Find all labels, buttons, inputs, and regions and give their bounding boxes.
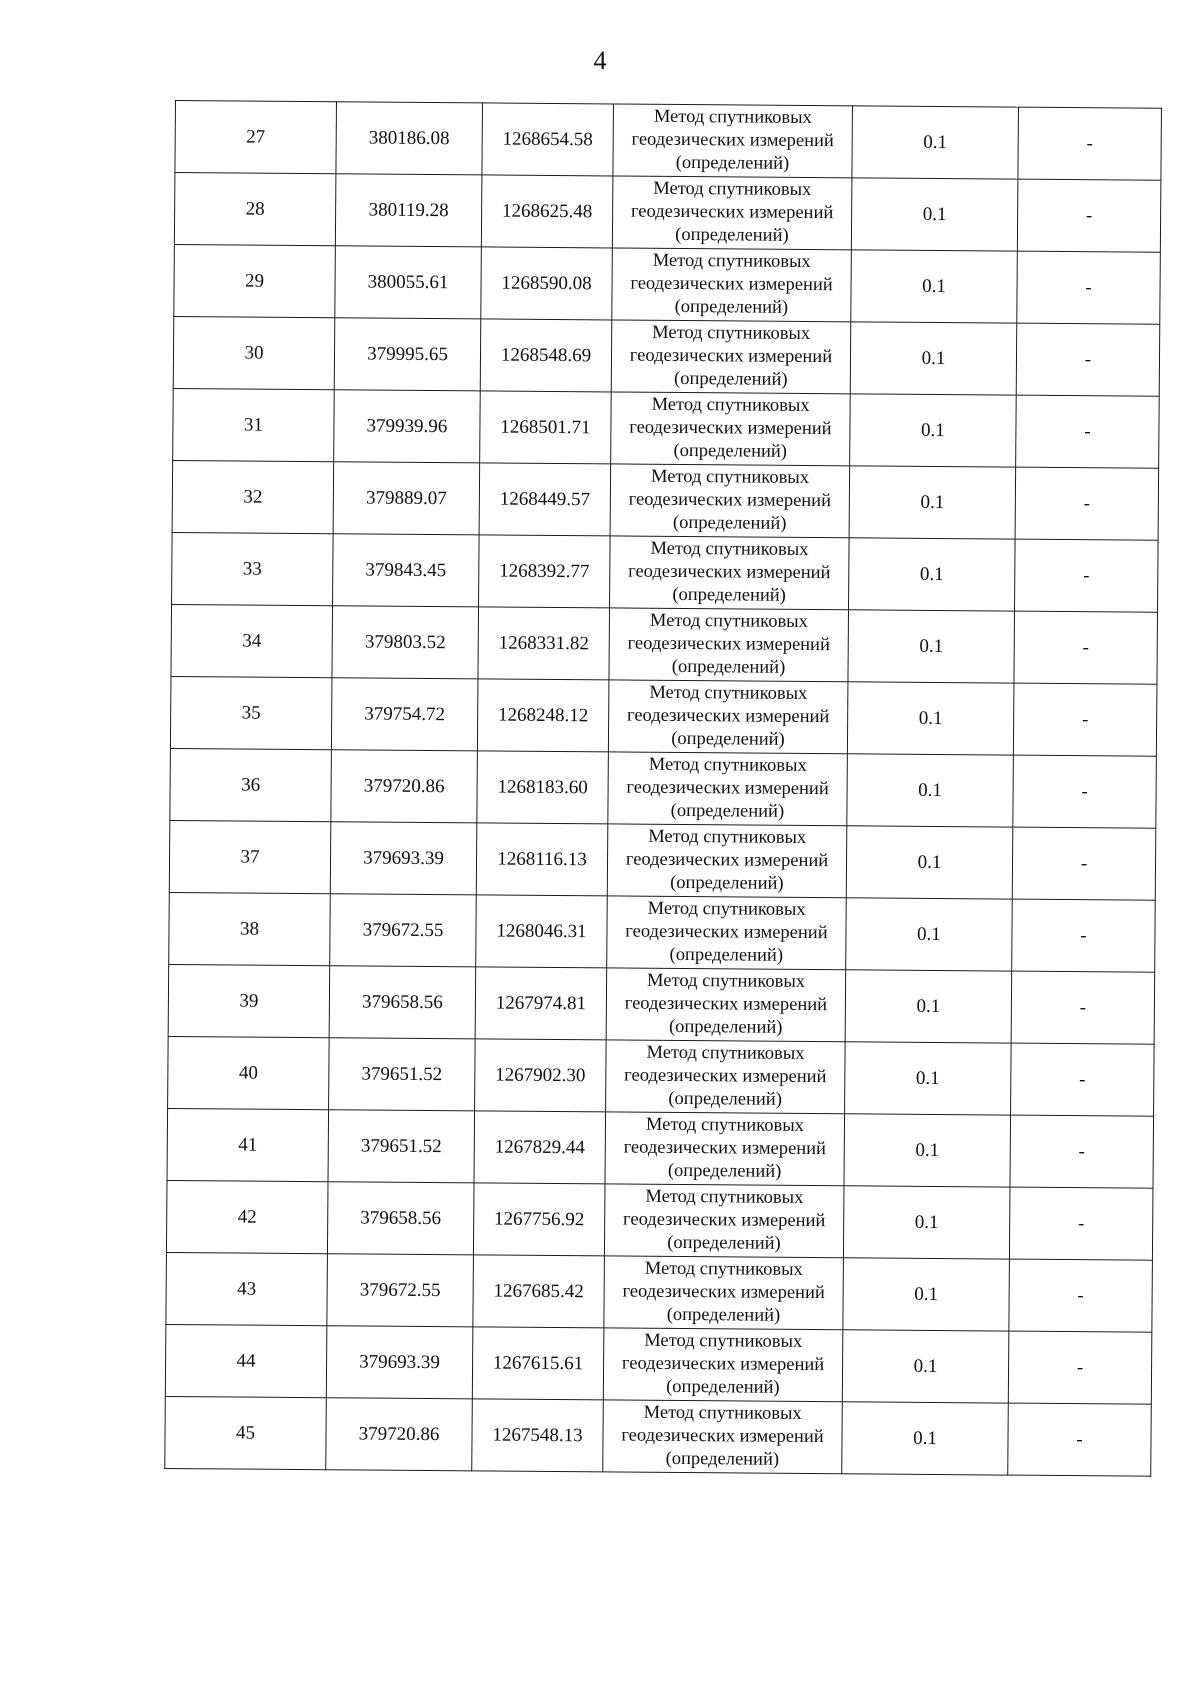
accuracy-cell: 0.1 (842, 1402, 1009, 1475)
y-coordinate-cell: 1268501.71 (480, 391, 612, 464)
method-text-line: (определений) (671, 728, 785, 750)
table-row (174, 244, 1161, 324)
table-row (167, 1108, 1154, 1188)
method-cell (604, 1184, 844, 1258)
accuracy-cell: 0.1 (849, 466, 1016, 539)
method-cell (611, 320, 851, 394)
x-coordinate-cell: 379720.86 (331, 750, 478, 823)
method-text-line: геодезических измерений (631, 129, 834, 152)
point-number-cell: 33 (172, 532, 334, 605)
method-text-line: (определений) (667, 1160, 782, 1182)
note-cell: - (1008, 1331, 1152, 1404)
accuracy-cell: 0.1 (851, 178, 1018, 251)
method-text-line: Метод спутниковых (652, 322, 811, 344)
x-coordinate-cell: 380119.28 (335, 174, 482, 247)
y-coordinate-cell: 1267756.92 (473, 1183, 605, 1256)
x-coordinate-cell: 379693.39 (330, 822, 477, 895)
method-text-line: геодезических измерений (629, 417, 832, 440)
method-cell (606, 1040, 846, 1114)
accuracy-cell: 0.1 (849, 538, 1016, 611)
point-number-cell: 32 (172, 460, 334, 533)
point-number-cell: 45 (165, 1396, 327, 1469)
method-text-line: геодезических измерений (625, 849, 829, 872)
point-number-cell: 35 (170, 676, 332, 749)
note-cell: - (1013, 755, 1157, 828)
method-cell (603, 1400, 843, 1474)
point-number-cell: 31 (173, 388, 335, 461)
x-coordinate-cell: 379658.56 (327, 1182, 474, 1255)
y-coordinate-cell: 1268590.08 (481, 247, 613, 320)
method-text-line: Метод спутниковых (651, 394, 810, 416)
note-cell: - (1012, 827, 1156, 900)
method-text-line: (определений) (675, 152, 790, 174)
point-number-cell: 38 (169, 892, 331, 965)
y-coordinate-cell: 1268183.60 (477, 751, 609, 824)
y-coordinate-cell: 1267829.44 (474, 1111, 606, 1184)
note-cell: - (1015, 467, 1159, 540)
method-cell (613, 104, 853, 178)
method-text-line: (определений) (672, 512, 787, 534)
y-coordinate-cell: 1268248.12 (477, 679, 609, 752)
y-coordinate-cell: 1268625.48 (481, 175, 613, 248)
method-text-line: (определений) (666, 1304, 781, 1326)
note-cell: - (1018, 107, 1162, 180)
table-row (174, 173, 1161, 253)
method-text-line: (определений) (673, 440, 788, 462)
x-coordinate-cell: 379843.45 (333, 534, 480, 607)
accuracy-cell: 0.1 (852, 106, 1019, 179)
y-coordinate-cell: 1267615.61 (472, 1327, 604, 1400)
method-text-line: Метод спутниковых (643, 1402, 802, 1424)
x-coordinate-cell: 379651.52 (329, 1038, 476, 1111)
point-number-cell: 37 (169, 820, 331, 893)
method-cell (612, 176, 852, 250)
table-row (173, 316, 1160, 396)
table-row (173, 388, 1160, 468)
point-number-cell: 28 (174, 173, 336, 246)
point-number-cell: 36 (170, 748, 332, 821)
note-cell: - (1016, 395, 1160, 468)
accuracy-cell: 0.1 (843, 1258, 1010, 1331)
x-coordinate-cell: 379658.56 (329, 966, 476, 1039)
y-coordinate-cell: 1268046.31 (476, 895, 608, 968)
note-cell: - (1016, 323, 1160, 396)
note-cell: - (1008, 1403, 1152, 1476)
coordinates-table (164, 100, 1162, 1477)
method-cell (604, 1256, 844, 1330)
x-coordinate-cell: 379651.52 (328, 1110, 475, 1183)
page-number: 4 (593, 46, 607, 75)
note-cell: - (1015, 539, 1159, 612)
table-row (172, 532, 1159, 612)
point-number-cell: 41 (167, 1108, 329, 1181)
point-number-cell: 27 (175, 101, 337, 174)
method-cell (607, 824, 847, 898)
accuracy-cell: 0.1 (847, 754, 1014, 827)
note-cell: - (1013, 683, 1157, 756)
accuracy-cell: 0.1 (851, 250, 1018, 323)
accuracy-cell: 0.1 (850, 394, 1017, 467)
note-cell: - (1011, 1043, 1155, 1116)
method-text-line: (определений) (674, 296, 789, 318)
table-row (166, 1252, 1153, 1332)
x-coordinate-cell: 380055.61 (335, 246, 482, 319)
method-text-line: геодезических измерений (624, 1065, 827, 1088)
method-text-line: (определений) (670, 872, 784, 894)
x-coordinate-cell: 379720.86 (326, 1398, 473, 1471)
method-text-line: (определений) (668, 1088, 782, 1110)
method-text-line: Метод спутниковых (645, 1186, 804, 1208)
table-row (166, 1180, 1153, 1260)
point-number-cell: 44 (165, 1324, 327, 1397)
method-text-line: Метод спутниковых (650, 466, 810, 488)
note-cell: - (1017, 251, 1161, 324)
y-coordinate-cell: 1268449.57 (479, 463, 611, 536)
x-coordinate-cell: 379889.07 (333, 462, 480, 535)
method-text-line: геодезических измерений (630, 201, 834, 224)
method-text-line: геодезических измерений (622, 1281, 825, 1304)
table-row (165, 1324, 1152, 1404)
accuracy-cell: 0.1 (850, 322, 1017, 395)
point-number-cell: 42 (166, 1180, 328, 1253)
method-cell (603, 1328, 843, 1402)
method-text-line: геодезических измерений (623, 1137, 827, 1160)
method-text-line: геодезических измерений (625, 921, 828, 944)
point-number-cell: 30 (173, 316, 335, 389)
x-coordinate-cell: 380186.08 (336, 102, 483, 175)
accuracy-cell: 0.1 (848, 610, 1015, 683)
method-cell (608, 680, 848, 754)
method-text-line: Метод спутниковых (647, 898, 806, 920)
table-row (168, 964, 1155, 1044)
method-cell (610, 536, 850, 610)
method-text-line: (определений) (668, 1016, 783, 1038)
point-number-cell: 43 (166, 1252, 328, 1325)
y-coordinate-cell: 1268392.77 (479, 535, 611, 608)
method-text-line: геодезических измерений (626, 777, 829, 800)
note-cell: - (1009, 1259, 1153, 1332)
x-coordinate-cell: 379995.65 (334, 318, 481, 391)
y-coordinate-cell: 1268116.13 (476, 823, 608, 896)
method-text-line: Метод спутниковых (647, 970, 806, 992)
note-cell: - (1012, 899, 1156, 972)
method-text-line: геодезических измерений (628, 489, 832, 512)
method-text-line: Метод спутниковых (644, 1258, 803, 1280)
method-text-line: (определений) (672, 584, 786, 606)
x-coordinate-cell: 379754.72 (331, 678, 478, 751)
x-coordinate-cell: 379803.52 (332, 606, 479, 679)
method-text-line: геодезических измерений (622, 1209, 826, 1232)
method-text-line: (определений) (669, 944, 784, 966)
method-text-line: Метод спутниковых (648, 826, 807, 848)
note-cell: - (1014, 611, 1158, 684)
note-cell: - (1017, 179, 1161, 252)
method-text-line: Метод спутниковых (653, 106, 812, 129)
accuracy-cell: 0.1 (844, 1114, 1011, 1187)
method-text-line: (определений) (667, 1232, 781, 1254)
method-text-line: Метод спутниковых (652, 250, 811, 272)
point-number-cell: 39 (168, 964, 330, 1037)
method-cell (608, 752, 848, 826)
accuracy-cell: 0.1 (847, 682, 1014, 755)
table-row (168, 1036, 1155, 1116)
note-cell: - (1010, 1115, 1154, 1188)
method-text-line: геодезических измерений (624, 993, 828, 1016)
table-row (172, 460, 1159, 540)
method-cell (606, 968, 846, 1042)
method-text-line: Метод спутниковых (649, 682, 808, 704)
accuracy-cell: 0.1 (845, 1042, 1012, 1115)
y-coordinate-cell: 1267974.81 (475, 967, 607, 1040)
note-cell: - (1009, 1187, 1153, 1260)
accuracy-cell: 0.1 (842, 1330, 1009, 1403)
method-cell (612, 248, 852, 322)
method-text-line: Метод спутниковых (650, 538, 809, 560)
method-text-line: Метод спутниковых (649, 610, 808, 632)
coordinates-table-body (165, 101, 1162, 1477)
method-text-line: геодезических измерений (626, 705, 830, 728)
method-text-line: геодезических измерений (629, 345, 833, 368)
point-number-cell: 29 (174, 244, 336, 317)
table-row (169, 892, 1156, 972)
table-row (175, 101, 1162, 181)
method-text-line: геодезических измерений (630, 273, 833, 296)
y-coordinate-cell: 1267902.30 (475, 1039, 607, 1112)
table-row (171, 604, 1158, 684)
method-cell (609, 608, 849, 682)
method-cell (611, 392, 851, 466)
accuracy-cell: 0.1 (846, 826, 1013, 899)
method-text-line: Метод спутниковых (644, 1330, 803, 1352)
point-number-cell: 34 (171, 604, 333, 677)
method-text-line: геодезических измерений (621, 1425, 824, 1448)
y-coordinate-cell: 1267685.42 (473, 1255, 605, 1328)
method-text-line: (определений) (665, 1448, 780, 1470)
method-text-line: Метод спутниковых (645, 1114, 805, 1136)
method-text-line: (определений) (674, 368, 788, 390)
x-coordinate-cell: 379672.55 (330, 894, 477, 967)
table-row (170, 676, 1157, 756)
point-number-cell: 40 (168, 1036, 330, 1109)
method-text-line: геодезических измерений (627, 633, 830, 656)
x-coordinate-cell: 379693.39 (326, 1326, 473, 1399)
y-coordinate-cell: 1268548.69 (480, 319, 612, 392)
accuracy-cell: 0.1 (843, 1186, 1010, 1259)
note-cell: - (1011, 971, 1155, 1044)
method-text-line: геодезических измерений (628, 561, 831, 584)
y-coordinate-cell: 1268654.58 (482, 103, 614, 176)
y-coordinate-cell: 1268331.82 (478, 607, 610, 680)
table-row (169, 820, 1156, 900)
method-text-line: геодезических измерений (621, 1353, 825, 1376)
accuracy-cell: 0.1 (846, 898, 1013, 971)
method-text-line: Метод спутниковых (646, 1042, 805, 1064)
method-text-line: Метод спутниковых (653, 178, 812, 200)
method-text-line: (определений) (671, 656, 786, 678)
table-row (165, 1396, 1152, 1476)
method-cell (605, 1112, 845, 1186)
method-text-line: (определений) (666, 1376, 780, 1398)
method-text-line: (определений) (670, 800, 785, 822)
method-cell (610, 464, 850, 538)
table-row (170, 748, 1157, 828)
method-text-line: (определений) (675, 224, 789, 246)
method-text-line: Метод спутниковых (648, 754, 807, 776)
coordinates-table-container (164, 100, 1162, 1477)
method-cell (607, 896, 847, 970)
x-coordinate-cell: 379672.55 (327, 1254, 474, 1327)
x-coordinate-cell: 379939.96 (334, 390, 481, 463)
accuracy-cell: 0.1 (845, 970, 1012, 1043)
y-coordinate-cell: 1267548.13 (472, 1399, 604, 1472)
